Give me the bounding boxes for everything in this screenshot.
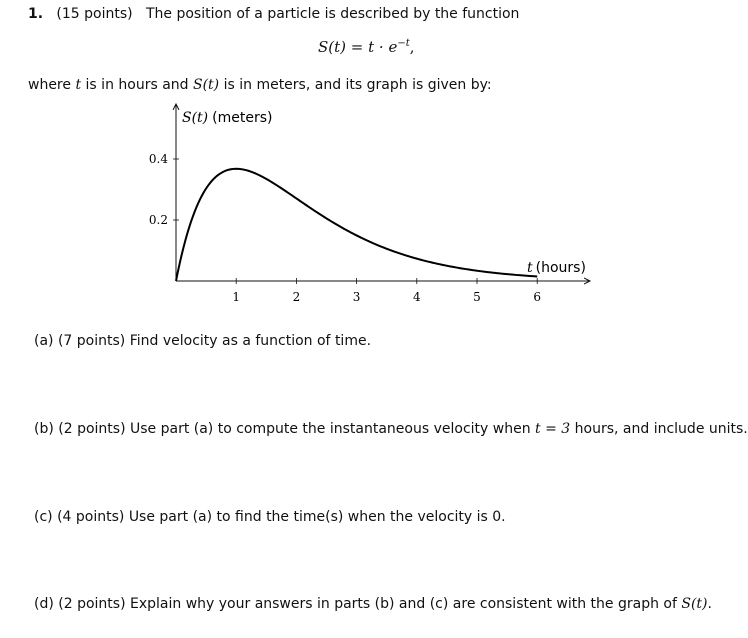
- x-tick-label: 5: [473, 290, 481, 304]
- part-a-label: (a): [34, 333, 54, 349]
- y-axis-unit: (meters): [212, 110, 273, 126]
- equation-end: ,: [409, 38, 415, 56]
- x-axis-label: [527, 260, 586, 276]
- position-curve: [176, 169, 537, 281]
- part-b-points: (2 points): [58, 421, 126, 437]
- part-c-text: Use part (a) to find the time(s) when the velocity is 0.: [128, 509, 506, 525]
- part-b-label: (b): [34, 421, 54, 437]
- y-axis-var: S(t): [182, 110, 209, 126]
- part-c-points: (4 points): [57, 509, 125, 525]
- part-b-eq: t = 3: [535, 421, 571, 437]
- x-axis-unit: (hours): [535, 260, 586, 276]
- where-suffix: is in meters, and its graph is given by:: [223, 77, 492, 93]
- part-a: [34, 333, 371, 349]
- part-d-text-pre: Explain why your answers in parts (b) and (c) are consistent with the graph of: [130, 596, 677, 612]
- position-graph: [0, 0, 722, 330]
- x-tick-label: 4: [412, 290, 421, 304]
- part-c: [34, 509, 506, 525]
- problem-intro: The position of a particle is described by the function: [145, 6, 520, 22]
- y-tick-label: 0.2: [148, 213, 168, 227]
- part-d-text-post: .: [707, 596, 712, 612]
- equation-exponent: −t: [397, 38, 410, 49]
- problem-number: 1.: [28, 6, 44, 22]
- where-mid: is in hours and: [85, 77, 189, 93]
- where-prefix: where: [28, 77, 71, 93]
- x-tick-label: 2: [292, 290, 301, 304]
- part-d-points: (2 points): [58, 596, 126, 612]
- x-tick-label: 3: [352, 290, 361, 304]
- where-var-t: t: [75, 77, 82, 93]
- equation-body: S(t) = t · e: [318, 38, 398, 56]
- y-tick-label: 0.4: [148, 152, 168, 166]
- x-tick-label: 6: [533, 290, 542, 304]
- x-axis-var: t: [527, 260, 533, 276]
- part-d: [34, 596, 712, 612]
- y-axis-label: [182, 110, 272, 126]
- part-b-text-pre: Use part (a) to compute the instantaneous velocity when: [130, 421, 531, 437]
- part-b-text-post: hours, and include units.: [574, 421, 748, 437]
- part-c-label: (c): [34, 509, 53, 525]
- part-b: [34, 421, 748, 437]
- part-a-points: (7 points): [57, 333, 126, 349]
- problem-points: (15 points): [56, 6, 133, 22]
- part-d-label: (d): [34, 596, 54, 612]
- part-a-text: Find velocity as a function of time.: [129, 333, 372, 349]
- part-d-eq: S(t): [681, 596, 708, 612]
- where-var-s: S(t): [193, 77, 220, 93]
- x-tick-label: 1: [232, 290, 241, 304]
